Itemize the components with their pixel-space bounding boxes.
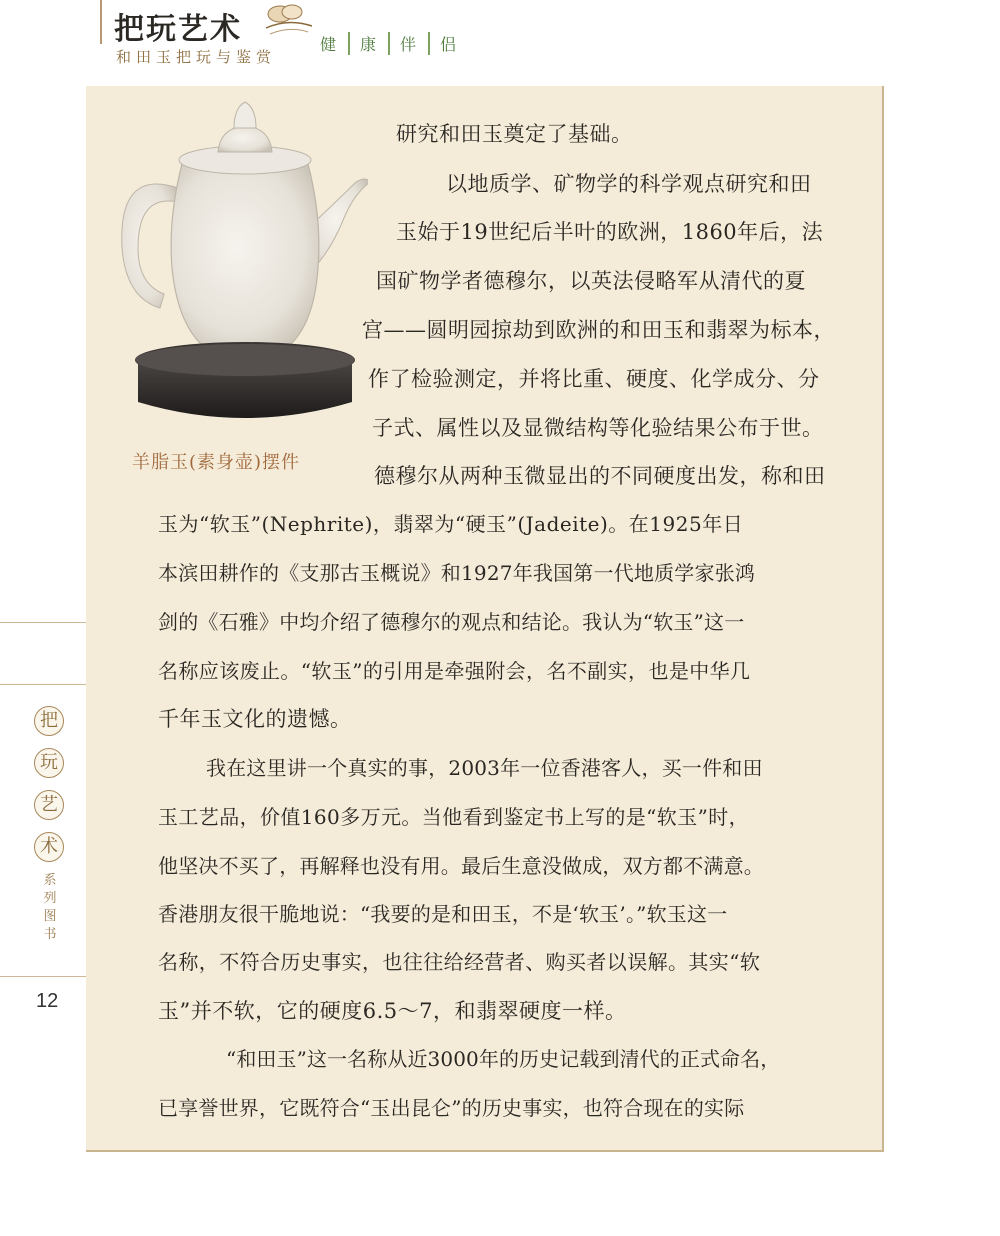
series-char: 把 bbox=[34, 706, 64, 736]
body-line: 以地质学、矿物学的科学观点研究和田 bbox=[446, 172, 812, 196]
body-line: 德穆尔从两种玉微显出的不同硬度出发，称和田 bbox=[374, 464, 826, 488]
body-line: 玉”并不软，它的硬度6.5～7，和翡翠硬度一样。 bbox=[158, 999, 627, 1023]
body-line: 他坚决不买了，再解释也没有用。最后生意没做成，双方都不满意。 bbox=[158, 854, 764, 878]
body-line: 玉为“软玉”(Nephrite)，翡翠为“硬玉”(Jadeite)。在1925年日 bbox=[158, 512, 744, 536]
header-corner-rule bbox=[92, 0, 102, 44]
lotus-ornament-icon bbox=[258, 0, 318, 42]
series-label: 系列图书 bbox=[43, 873, 57, 942]
body-line: 名称，不符合历史事实，也往往给经营者、购买者以误解。其实“软 bbox=[158, 950, 761, 974]
body-line: 千年玉文化的遗憾。 bbox=[158, 707, 352, 731]
header-tag: 伴 bbox=[390, 32, 430, 55]
page-header bbox=[0, 0, 1000, 80]
body-line: 子式、属性以及显微结构等化验结果公布于世。 bbox=[372, 416, 824, 440]
header-tag: 康 bbox=[350, 32, 390, 55]
series-char: 玩 bbox=[34, 748, 64, 778]
jade-teapot-image bbox=[108, 98, 368, 438]
body-line: 研究和田玉奠定了基础。 bbox=[396, 122, 633, 146]
book-title: 把玩艺术 bbox=[114, 12, 242, 47]
body-line: 本滨田耕作的《支那古玉概说》和1927年我国第一代地质学家张鸿 bbox=[158, 561, 756, 585]
body-line: 玉始于19世纪后半叶的欧洲，1860年后，法 bbox=[396, 220, 824, 244]
margin-divider bbox=[0, 622, 86, 623]
body-line: 作了检验测定，并将比重、硬度、化学成分、分 bbox=[368, 367, 820, 391]
margin-divider bbox=[0, 684, 86, 685]
header-tags bbox=[320, 32, 468, 55]
header-tag: 侣 bbox=[440, 35, 459, 54]
body-line: 玉工艺品，价值160多万元。当他看到鉴定书上写的是“软玉”时， bbox=[158, 805, 750, 829]
body-line: “和田玉”这一名称从近3000年的历史记载到清代的正式命名， bbox=[226, 1047, 781, 1071]
series-char: 艺 bbox=[34, 790, 64, 820]
body-line: 我在这里讲一个真实的事，2003年一位香港客人，买一件和田 bbox=[206, 756, 763, 780]
body-line: 已享誉世界，它既符合“玉出昆仑”的历史事实，也符合现在的实际 bbox=[158, 1096, 745, 1120]
series-char: 术 bbox=[34, 832, 64, 862]
header-tag: 健 bbox=[320, 32, 350, 55]
body-line: 名称应该废止。“软玉”的引用是牵强附会，名不副实，也是中华几 bbox=[158, 659, 751, 683]
body-line: 剑的《石雅》中均介绍了德穆尔的观点和结论。我认为“软玉”这一 bbox=[158, 610, 745, 634]
figure-caption: 羊脂玉(素身壶)摆件 bbox=[132, 452, 301, 473]
book-subtitle: 和田玉把玩与鉴赏 bbox=[116, 48, 277, 66]
margin-divider bbox=[0, 976, 86, 977]
body-line: 香港朋友很干脆地说：“我要的是和田玉，不是‘软玉’。”软玉这一 bbox=[158, 902, 728, 926]
body-line: 国矿物学者德穆尔，以英法侵略军从清代的夏 bbox=[376, 269, 806, 293]
page-number: 12 bbox=[36, 990, 59, 1012]
series-title-circles bbox=[34, 706, 68, 874]
body-line: 宫——圆明园掠劫到欧洲的和田玉和翡翠为标本， bbox=[362, 318, 835, 342]
